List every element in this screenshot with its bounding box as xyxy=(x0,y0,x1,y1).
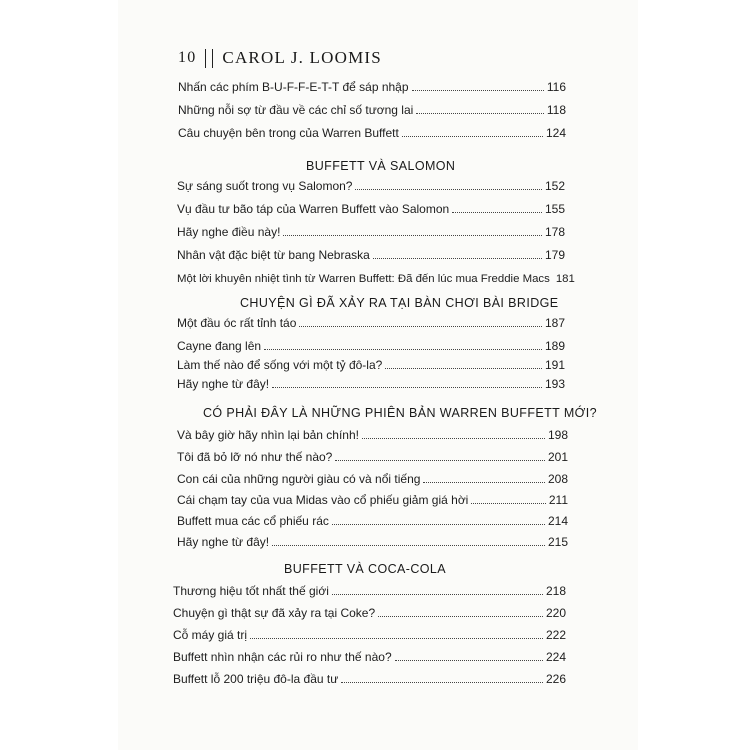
entry-title: Con cái của những người giàu có và nổi tiếng xyxy=(177,472,421,486)
leader-dots xyxy=(471,502,546,504)
entry-page: 187 xyxy=(544,316,565,330)
toc-entry xyxy=(177,337,565,353)
entry-title: Làm thế nào để sống với một tỷ đô-la? xyxy=(177,358,383,372)
entry-title: Cỗ máy giá trị xyxy=(173,628,248,642)
toc-entry xyxy=(177,200,565,216)
section-title: CHUYỆN GÌ ĐÃ XẢY RA TẠI BÀN CHƠI BÀI BRIDGE xyxy=(240,296,559,310)
entry-page: 193 xyxy=(544,377,565,391)
header-divider xyxy=(205,49,213,68)
leader-dots xyxy=(299,325,542,327)
entry-page: 211 xyxy=(548,493,568,507)
entry-title: Một lời khuyên nhiệt tình từ Warren Buffett: Đã đến lúc mua Freddie Macs xyxy=(177,273,550,285)
entry-title: Câu chuyện bên trong của Warren Buffett xyxy=(178,126,399,140)
toc-entry xyxy=(177,426,568,442)
leader-dots xyxy=(452,211,542,213)
entry-page: 215 xyxy=(547,535,568,549)
leader-dots xyxy=(362,437,545,439)
entry-title: Cayne đang lên xyxy=(177,339,262,353)
leader-dots xyxy=(412,89,544,91)
leader-dots xyxy=(402,135,543,137)
toc-entry xyxy=(173,648,566,664)
leader-dots xyxy=(272,544,545,546)
toc-entry xyxy=(178,78,566,94)
toc-entry xyxy=(178,101,566,117)
entry-page: 226 xyxy=(545,672,566,686)
entry-title: Buffett mua các cổ phiếu rác xyxy=(177,514,329,528)
author-name: CAROL J. LOOMIS xyxy=(222,48,382,67)
leader-dots xyxy=(416,112,544,114)
entry-page: 124 xyxy=(545,126,566,140)
toc-entry xyxy=(173,604,566,620)
toc-entry xyxy=(177,512,568,528)
leader-dots xyxy=(373,257,542,259)
entry-page: 201 xyxy=(547,450,568,464)
entry-page: 218 xyxy=(545,584,566,598)
entry-title: Cái chạm tay của vua Midas vào cổ phiếu giảm giá hời xyxy=(177,493,469,507)
toc-entry xyxy=(177,223,565,239)
entry-title: Và bây giờ hãy nhìn lại bản chính! xyxy=(177,428,359,442)
entry-page: 116 xyxy=(546,80,566,94)
toc-entry xyxy=(177,448,568,464)
toc-entry xyxy=(177,269,575,285)
leader-dots xyxy=(332,523,545,525)
toc-entry xyxy=(173,626,566,642)
entry-page: 179 xyxy=(544,248,565,262)
toc-entry xyxy=(177,356,565,372)
entry-title: Nhấn các phím B-U-F-F-E-T-T để sáp nhập xyxy=(178,80,409,94)
entry-page: 189 xyxy=(544,339,565,353)
leader-dots xyxy=(283,234,542,236)
page-header xyxy=(178,48,382,68)
entry-title: Tôi đã bỏ lỡ nó như thế nào? xyxy=(177,450,333,464)
entry-page: 152 xyxy=(544,179,565,193)
leader-dots xyxy=(385,367,542,369)
leader-dots xyxy=(341,681,543,683)
leader-dots xyxy=(423,481,545,483)
entry-title: Hãy nghe từ đây! xyxy=(177,377,270,391)
entry-page: 155 xyxy=(544,202,565,216)
leader-dots xyxy=(264,348,542,350)
toc-entry xyxy=(177,177,565,193)
leader-dots xyxy=(335,459,545,461)
entry-page: 181 xyxy=(555,273,575,285)
entry-page: 118 xyxy=(546,103,566,117)
entry-page: 208 xyxy=(547,472,568,486)
entry-page: 214 xyxy=(547,514,568,528)
page-number: 10 xyxy=(178,49,197,66)
entry-page: 224 xyxy=(545,650,566,664)
entry-title: Buffett lỗ 200 triệu đô-la đầu tư xyxy=(173,672,339,686)
leader-dots xyxy=(395,659,543,661)
toc-entry xyxy=(173,670,566,686)
entry-title: Nhân vật đặc biệt từ bang Nebraska xyxy=(177,248,370,262)
toc-entry xyxy=(177,246,565,262)
entry-title: Thương hiệu tốt nhất thế giới xyxy=(173,584,329,598)
entry-page: 220 xyxy=(545,606,566,620)
toc-entry xyxy=(177,375,565,391)
entry-title: Chuyện gì thật sự đã xảy ra tại Coke? xyxy=(173,606,376,620)
entry-page: 191 xyxy=(544,358,565,372)
entry-page: 222 xyxy=(545,628,566,642)
entry-page: 198 xyxy=(547,428,568,442)
entry-title: Hãy nghe điều này! xyxy=(177,225,281,239)
entry-title: Hãy nghe từ đây! xyxy=(177,535,270,549)
leader-dots xyxy=(250,637,543,639)
toc-entry xyxy=(177,491,568,507)
leader-dots xyxy=(332,593,543,595)
toc-entry xyxy=(177,470,568,486)
entry-page: 178 xyxy=(544,225,565,239)
toc-entry xyxy=(177,314,565,330)
leader-dots xyxy=(272,386,542,388)
entry-title: Một đầu óc rất tỉnh táo xyxy=(177,316,297,330)
section-title: CÓ PHẢI ĐÂY LÀ NHỮNG PHIÊN BẢN WARREN BUFFETT MỚI? xyxy=(203,406,597,420)
section-title: BUFFETT VÀ COCA-COLA xyxy=(284,562,446,576)
toc-entry xyxy=(178,124,566,140)
toc-entry xyxy=(177,533,568,549)
leader-dots xyxy=(355,188,541,190)
entry-title: Những nỗi sợ từ đầu về các chỉ số tương lai xyxy=(178,103,414,117)
entry-title: Vụ đầu tư bão táp của Warren Buffett vào Salomon xyxy=(177,202,450,216)
leader-dots xyxy=(378,615,543,617)
entry-title: Buffett nhìn nhận các rủi ro như thế nào? xyxy=(173,650,392,664)
section-title: BUFFETT VÀ SALOMON xyxy=(306,159,456,173)
entry-title: Sự sáng suốt trong vụ Salomon? xyxy=(177,179,353,193)
toc-entry xyxy=(173,582,566,598)
